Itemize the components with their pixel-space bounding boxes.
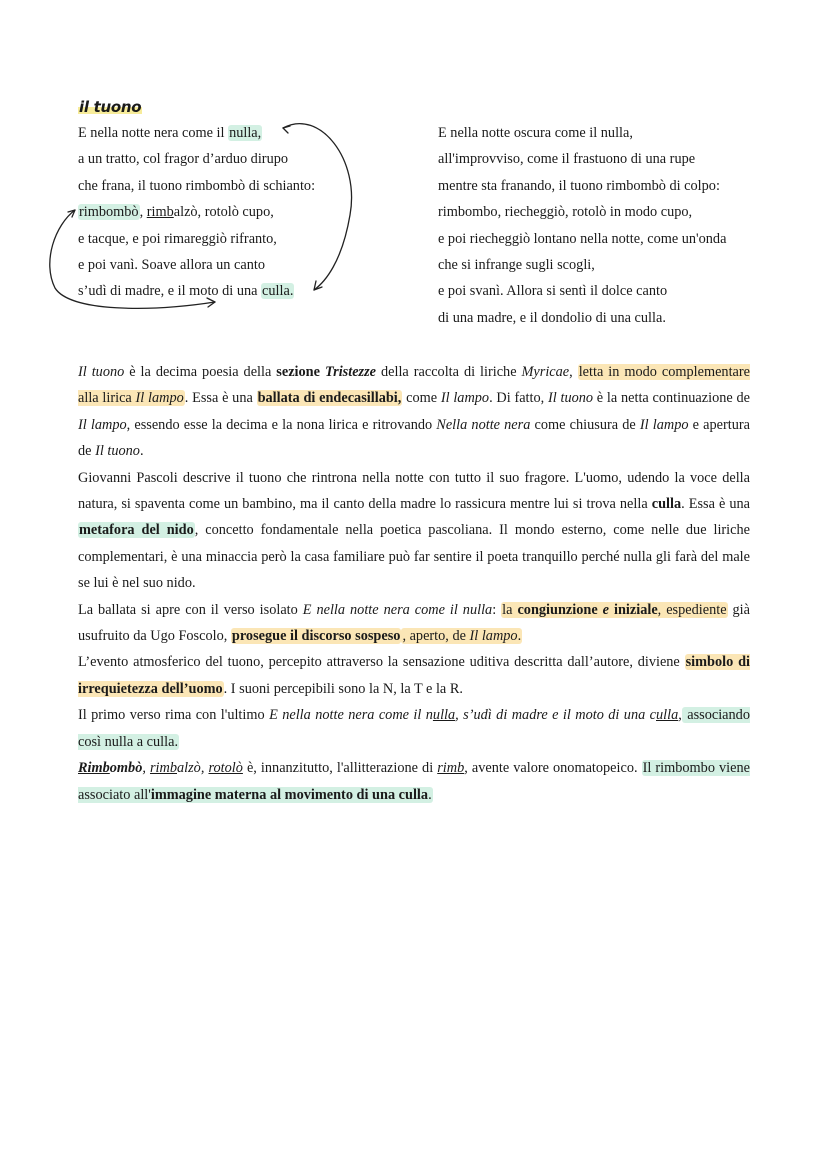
underline-rotolo: rotolò bbox=[208, 760, 243, 777]
paraphrase-line-5: e poi riecheggiò lontano nella notte, come un'onda bbox=[438, 230, 727, 247]
highlight-simbolo: simbolo di irrequietezza dell’uomo bbox=[78, 654, 750, 697]
text: La ballata si apre con il verso isolato bbox=[78, 601, 303, 618]
text: : bbox=[492, 601, 502, 618]
paragraph-4 bbox=[78, 649, 750, 702]
highlight-rimbombo: rimbombò bbox=[79, 204, 139, 221]
text: , aperto, de bbox=[402, 628, 470, 645]
paragraph-5 bbox=[78, 702, 750, 755]
text: . bbox=[428, 786, 432, 803]
highlight-discorso: prosegue il discorso sospeso bbox=[231, 628, 401, 645]
poem-line-3: che frana, il tuono rimbombò di schianto: bbox=[78, 177, 316, 194]
highlight-metafora: metafora del nido bbox=[79, 522, 194, 539]
underline-ulla: ulla bbox=[656, 707, 679, 724]
bold-text: immagine materna al movimento di una culla bbox=[150, 786, 429, 803]
paraphrase-line-2: all'improvviso, come il frastuono di una rupe bbox=[438, 151, 696, 168]
poem-line-7 bbox=[78, 278, 315, 304]
underline-rimb: rimb bbox=[149, 760, 177, 777]
italic-text: , bbox=[142, 760, 150, 777]
paragraph-3 bbox=[78, 597, 750, 650]
italic-verse: E nella notte nera come il n bbox=[269, 707, 433, 724]
poem-line-4 bbox=[78, 199, 315, 225]
italic-verse: s’udì di madre e il moto di una c bbox=[463, 707, 656, 724]
paraphrase-line-7: e poi svanì. Allora si sentì il dolce canto bbox=[438, 283, 668, 300]
highlight-culla: culla. bbox=[262, 283, 294, 300]
text: . bbox=[517, 628, 522, 645]
page-title: il tuono bbox=[79, 98, 142, 116]
highlight-aperto bbox=[401, 628, 522, 644]
italic-title: Il tuono bbox=[95, 443, 140, 460]
italic-title: Il tuono bbox=[78, 364, 125, 380]
paragraph-1 bbox=[78, 359, 750, 465]
text: Giovanni Pascoli descrive il tuono che rintrona nella notte con tutto il suo fragore. L'uomo, udendo la voce della natura, si spaventa come un bambino, ma il canto della madre lo rassicura mentre lui si trova nella bbox=[78, 469, 750, 513]
italic-title: Il tuono bbox=[547, 390, 594, 407]
italic-title: Myricae bbox=[521, 364, 570, 380]
text: , essendo esse la decima e la nona lirica e ritrovando bbox=[126, 416, 437, 433]
text: . Di fatto, bbox=[489, 390, 548, 407]
bold-italic-text: ombò bbox=[109, 760, 143, 777]
poem-text: s’udì di madre, e il moto di una bbox=[78, 283, 262, 300]
italic-verse: E nella notte nera come il nulla bbox=[302, 601, 493, 618]
text: , bbox=[678, 707, 682, 724]
italic-verse: , bbox=[455, 707, 464, 724]
text: come bbox=[402, 390, 441, 407]
commentary bbox=[78, 359, 750, 808]
italic-title: Il lampo bbox=[469, 628, 518, 645]
poem-line-2: a un tratto, col fragor d’arduo dirupo bbox=[78, 151, 289, 168]
paraphrase-line-8: di una madre, e il dondolio di una culla. bbox=[438, 309, 666, 326]
arrow-head-culla bbox=[314, 281, 322, 290]
italic-title: Il lampo bbox=[639, 416, 689, 433]
bold-text: culla bbox=[651, 496, 682, 513]
text: . I suoni percepibili sono la N, la T e la R. bbox=[223, 680, 463, 697]
poem-text: alzò, rotolò cupo, bbox=[173, 204, 274, 221]
paragraph-6 bbox=[78, 755, 750, 808]
text: è la netta continuazione de bbox=[593, 390, 750, 407]
highlight-congiunzione bbox=[501, 602, 727, 618]
text: , espediente bbox=[657, 601, 727, 618]
underline-rimb: Rimb bbox=[78, 760, 110, 777]
highlight-ballata: ballata di endecasillabi, bbox=[257, 390, 402, 407]
paraphrase-line-6: che si infrange sugli scogli, bbox=[438, 257, 595, 274]
text: , avente valore onomatopeico. bbox=[464, 760, 642, 777]
highlight-nulla: nulla, bbox=[229, 125, 262, 141]
poem-text: E nella notte nera come il bbox=[78, 125, 229, 141]
highlight-associando: associando così nulla a culla. bbox=[78, 707, 750, 750]
italic-text: , bbox=[200, 760, 209, 777]
bold-text: iniziale bbox=[609, 601, 658, 618]
paraphrase-line-1: E nella notte oscura come il nulla, bbox=[438, 125, 633, 141]
bold-text: sezione bbox=[276, 364, 325, 380]
underline-ulla: ulla bbox=[432, 707, 456, 724]
text: letta in modo complementare alla lirica bbox=[78, 364, 751, 407]
italic-title: Nella notte nera bbox=[436, 416, 531, 433]
text: . Essa è una bbox=[681, 496, 750, 513]
bold-italic-text: e bbox=[602, 601, 610, 618]
text: già usufruito da Ugo Foscolo, bbox=[78, 601, 750, 645]
italic-title: Il lampo bbox=[440, 390, 490, 407]
poem-paraphrase bbox=[438, 120, 726, 331]
text: e apertura de bbox=[78, 416, 750, 460]
paragraph-2 bbox=[78, 465, 750, 597]
poem-original bbox=[78, 120, 315, 305]
underline-rimb: rimb bbox=[146, 204, 174, 221]
text: . Essa è una bbox=[184, 390, 257, 407]
poem-text: , bbox=[139, 204, 147, 221]
text: . bbox=[139, 443, 144, 460]
text: Il primo verso rima con l'ultimo bbox=[78, 707, 270, 724]
text: come chiusura de bbox=[530, 416, 640, 433]
text: Il rimbombo viene associato all' bbox=[78, 760, 750, 803]
text: L’evento atmosferico del tuono, percepito attraverso la sensazione uditiva descritta dall’autore, diviene bbox=[78, 654, 685, 671]
arrow-head-rimbombo bbox=[68, 210, 75, 217]
bold-italic-text: Tristezze bbox=[324, 364, 377, 380]
italic-title: Il lampo bbox=[135, 390, 184, 407]
text: è la decima poesia della bbox=[124, 364, 277, 380]
poem-line-1 bbox=[78, 120, 315, 146]
italic-text: alzò bbox=[177, 760, 201, 777]
text: , bbox=[569, 364, 578, 380]
paraphrase-line-3: mentre sta franando, il tuono rimbombò di colpo: bbox=[438, 177, 720, 194]
paraphrase-line-4: rimbombo, riecheggiò, rotolò in modo cupo, bbox=[438, 204, 693, 221]
italic-title: Il lampo bbox=[78, 416, 127, 433]
text: della raccolta di liriche bbox=[376, 364, 522, 380]
text: la bbox=[502, 601, 518, 618]
underline-rimb: rimb bbox=[437, 760, 465, 777]
text: è, innanzitutto, l'allitterazione di bbox=[242, 760, 438, 777]
poem-line-5: e tacque, e poi rimareggiò rifranto, bbox=[78, 230, 277, 247]
bold-text: congiunzione bbox=[517, 601, 603, 618]
poem-line-6: e poi vanì. Soave allora un canto bbox=[78, 257, 265, 274]
text: , concetto fondamentale nella poetica pascoliana. Il mondo esterno, come nelle due liriche complementari, è una minaccia però la casa familiare può far sentire il poeta tranquillo perché nulla gli farà del male se lui è nel suo nido. bbox=[78, 522, 750, 592]
